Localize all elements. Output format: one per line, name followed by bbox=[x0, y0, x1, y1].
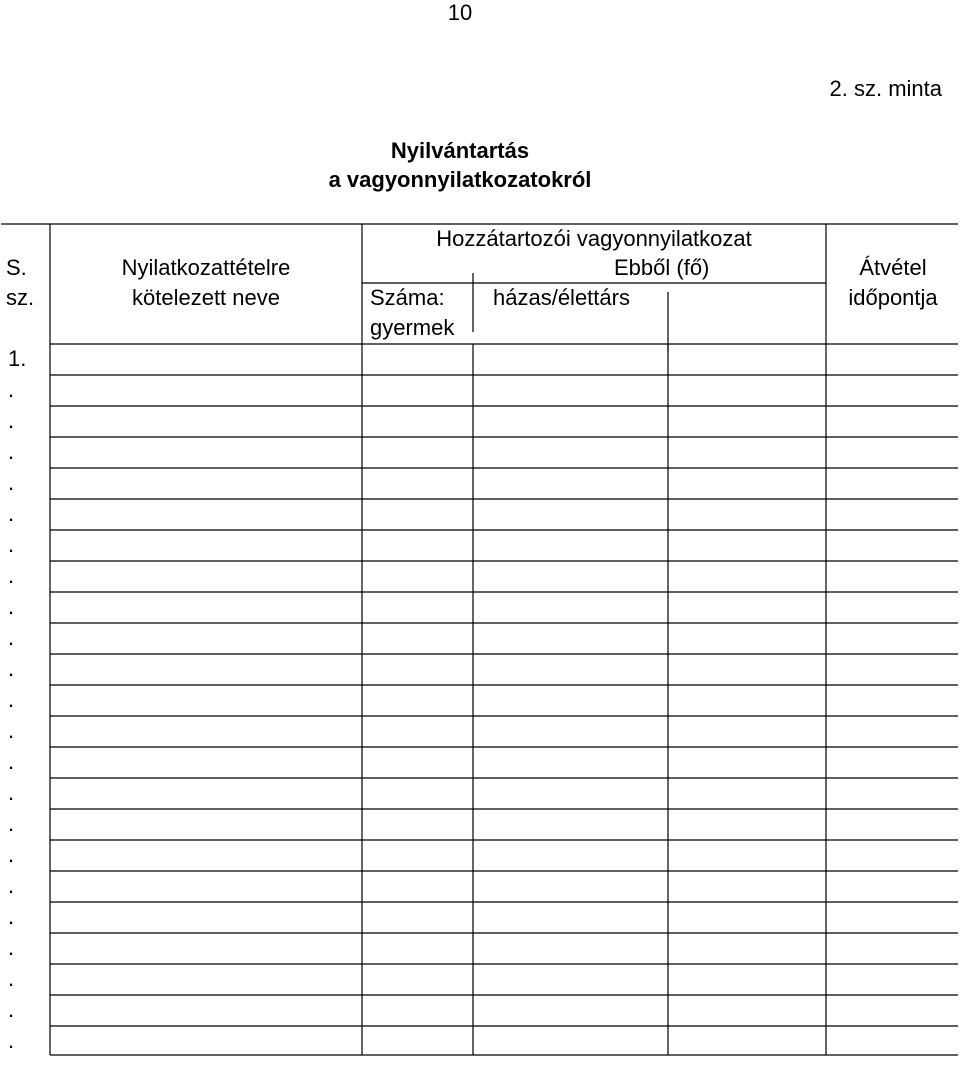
header-name-line-2: kötelezett neve bbox=[132, 285, 280, 310]
header-serial bbox=[6, 253, 34, 313]
row-serial-label: . bbox=[8, 935, 15, 960]
header-szama: Száma: bbox=[370, 285, 445, 310]
header-atvetel-line-2: időpontja bbox=[848, 285, 938, 310]
sample-label: 2. sz. minta bbox=[829, 76, 942, 101]
row-serial-label: . bbox=[8, 687, 15, 712]
header-hazas: házas/élettárs bbox=[493, 285, 630, 310]
row-serial-label: . bbox=[8, 842, 15, 867]
header-name-line-1: Nyilatkozattételre bbox=[121, 255, 291, 280]
header-name bbox=[50, 253, 362, 313]
row-serial-label: . bbox=[8, 656, 15, 681]
row-serial-label: . bbox=[8, 749, 15, 774]
row-serial-label: . bbox=[8, 1028, 15, 1053]
row-serial-label: 1. bbox=[8, 346, 27, 371]
row-serial-label: . bbox=[8, 532, 15, 557]
row-serial-label: . bbox=[8, 408, 15, 433]
row-serial-label: . bbox=[8, 966, 15, 991]
row-serial-label: . bbox=[8, 377, 15, 402]
row-serial-label: . bbox=[8, 718, 15, 743]
row-serial-label: . bbox=[8, 811, 15, 836]
header-atvetel-line-1: Átvétel bbox=[859, 255, 927, 280]
header-serial-line-1: S. bbox=[6, 255, 27, 280]
title-line-2: a vagyonnyilatkozatokról bbox=[328, 167, 592, 192]
row-serial-label: . bbox=[8, 625, 15, 650]
row-serial-label: . bbox=[8, 873, 15, 898]
row-serial-label: . bbox=[8, 501, 15, 526]
row-serial-label: . bbox=[8, 594, 15, 619]
header-serial-line-2: sz. bbox=[6, 285, 35, 310]
header-atvetel bbox=[826, 253, 960, 313]
row-serial-label: . bbox=[8, 997, 15, 1022]
row-serial-label: . bbox=[8, 439, 15, 464]
header-ebbol: Ebből (fő) bbox=[614, 255, 710, 280]
title-line-1: Nyilvántartás bbox=[390, 138, 530, 163]
page-number: 10 bbox=[447, 0, 473, 25]
header-group: Hozzátartozói vagyonnyilatkozat bbox=[436, 226, 752, 251]
row-serial-label: . bbox=[8, 780, 15, 805]
row-serial-label: . bbox=[8, 563, 15, 588]
row-serial-label: . bbox=[8, 470, 15, 495]
header-gyermek: gyermek bbox=[370, 315, 455, 340]
row-serial-label: . bbox=[8, 904, 15, 929]
